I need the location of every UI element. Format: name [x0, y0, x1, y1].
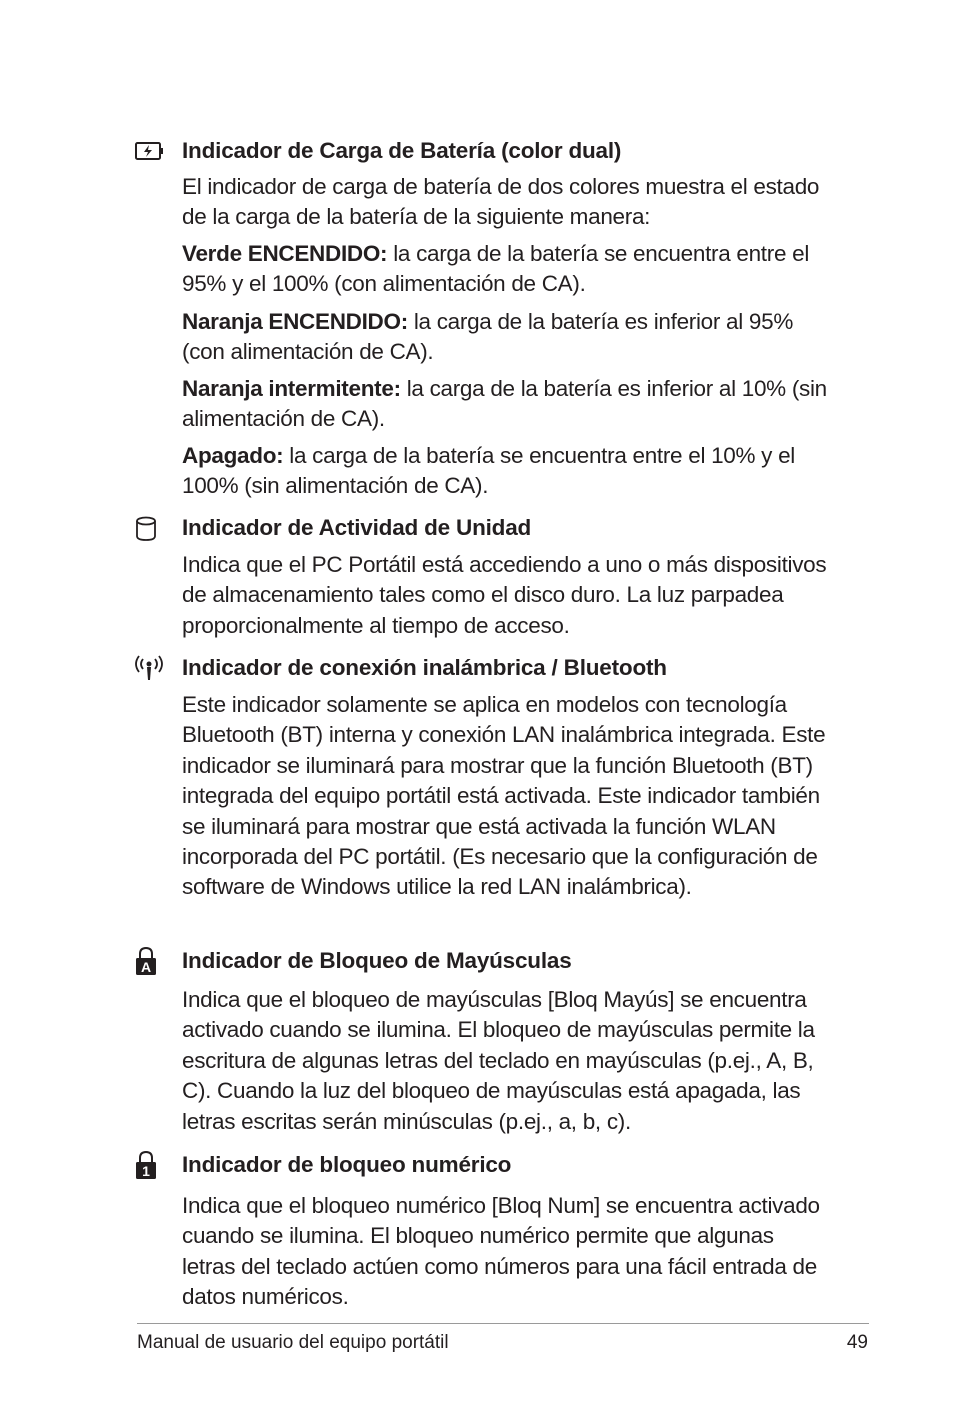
numlock-indicator-title: Indicador de bloqueo numérico [182, 1152, 512, 1177]
battery-item-orange-blink [182, 374, 832, 435]
item-label: Naranja ENCENDIDO: [182, 309, 408, 334]
wireless-body: Este indicador solamente se aplica en modelos con tecnología Bluetooth (BT) interna y conexión LAN inalámbrica integrada. Este indicador se iluminará para mostrar que la función Bluetooth (BT) integrada del equipo portátil está activada. Este indicador también se iluminará para mostrar que está activada la función WLAN incorporada del PC portátil. (Es necesario que la configuración de software de Windows utilice la red LAN inalámbrica). [182, 692, 826, 900]
battery-intro: El indicador de carga de batería de dos colores muestra el estado de la carga de la batería de la siguiente manera: [182, 174, 820, 230]
wireless-icon [134, 654, 162, 682]
item-label: Apagado: [182, 443, 284, 468]
numlock-body: Indica que el bloqueo numérico [Bloq Num] se encuentra activado cuando se ilumina. El bloqueo numérico permite que algunas letras del teclado actúen como números para una fácil entrada de datos numéricos. [182, 1193, 820, 1310]
numlock-icon-letter: 1 [142, 1163, 150, 1179]
battery-item-orange [182, 307, 832, 368]
item-text: la carga de la batería se encuentra entre el 10% y el 100% (sin alimentación de CA). [182, 443, 795, 499]
drive-activity-icon [134, 515, 162, 543]
item-text: la carga de la batería es inferior al 10% (sin alimentación de CA). [182, 376, 827, 432]
item-label: Verde ENCENDIDO: [182, 241, 388, 266]
battery-item-green [182, 239, 832, 300]
item-label: Naranja intermitente: [182, 376, 401, 401]
capslock-indicator-title: Indicador de Bloqueo de Mayúsculas [182, 948, 572, 973]
item-text: la carga de la batería se encuentra entre el 95% y el 100% (con alimentación de CA). [182, 241, 810, 297]
numlock-icon [134, 1150, 162, 1178]
battery-charge-icon [134, 140, 162, 168]
item-text: la carga de la batería es inferior al 95% (con alimentación de CA). [182, 309, 794, 365]
battery-item-off [182, 441, 832, 502]
capslock-icon-letter: A [140, 959, 152, 975]
drive-body: Indica que el PC Portátil está accediendo a uno o más dispositivos de almacenamiento tales como el disco duro. La luz parpadea proporcionalmente al tiempo de acceso. [182, 552, 827, 638]
capslock-icon [134, 946, 162, 974]
capslock-body: Indica que el bloqueo de mayúsculas [Bloq Mayús] se encuentra activado cuando se ilumina. El bloqueo de mayúsculas permite la escritura de algunas letras del teclado en mayúsculas (p.ej., A, B, C). Cuando la luz del bloqueo de mayúsculas está apagada, las letras escritas serán minúsculas (p.ej., a, b, c). [182, 987, 815, 1134]
battery-indicator-title: Indicador de Carga de Batería (color dual) [182, 138, 622, 163]
footer-divider [137, 1323, 869, 1324]
drive-indicator-title: Indicador de Actividad de Unidad [182, 515, 532, 540]
wireless-indicator-title: Indicador de conexión inalámbrica / Bluetooth [182, 655, 667, 680]
footer-title: Manual de usuario del equipo portátil [137, 1332, 449, 1353]
page-number: 49 [846, 1332, 868, 1353]
